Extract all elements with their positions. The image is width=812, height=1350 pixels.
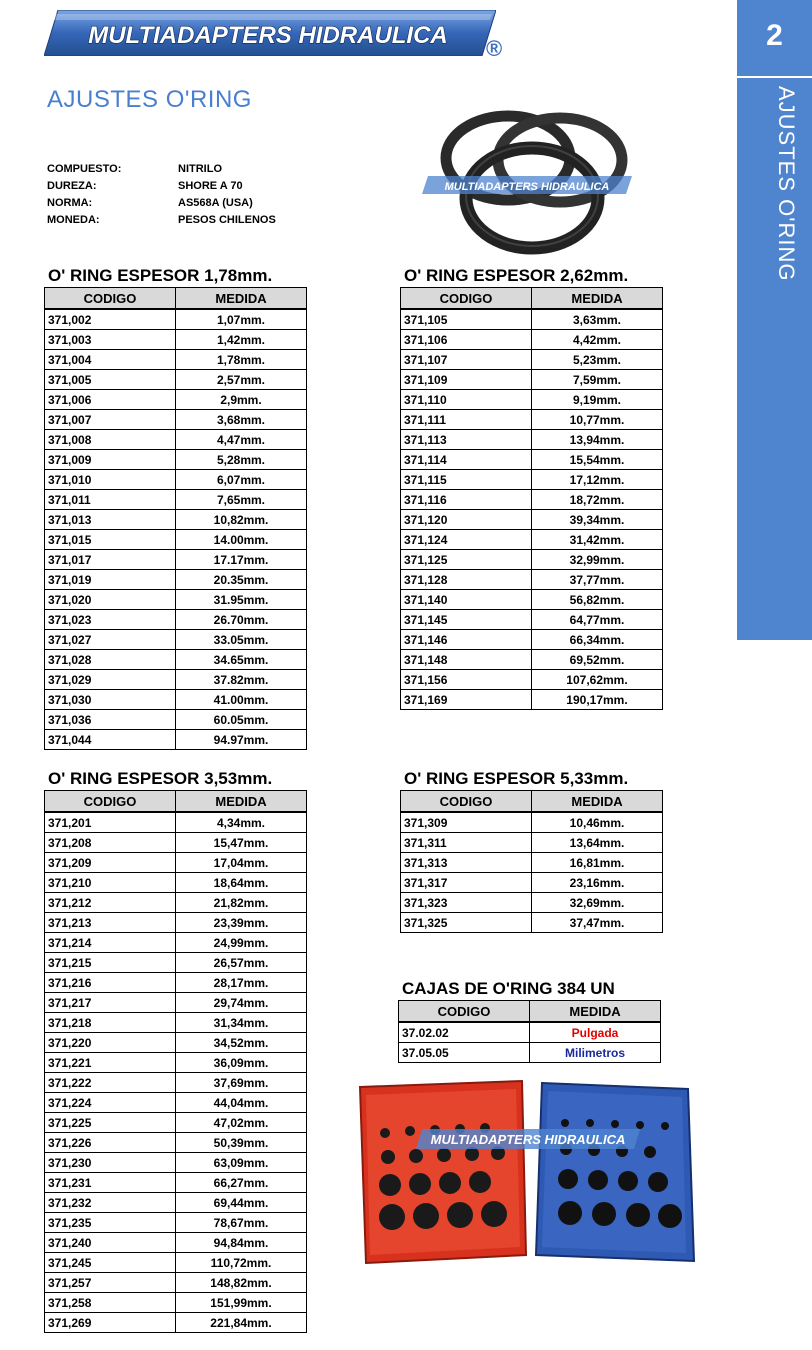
cell-medida: 1,42mm. (176, 330, 307, 350)
cell-medida: 66,27mm. (176, 1173, 307, 1193)
table-row (401, 893, 663, 913)
table-row (401, 550, 663, 570)
cell-medida: 7,65mm. (176, 490, 307, 510)
table-row (45, 1093, 307, 1113)
table-row (45, 390, 307, 410)
cell-codigo: 371,044 (45, 730, 176, 750)
table-row (45, 1193, 307, 1213)
header-codigo: CODIGO (401, 791, 532, 813)
cell-codigo: 37.05.05 (399, 1043, 530, 1063)
cell-medida: 60.05mm. (176, 710, 307, 730)
table-row (45, 1053, 307, 1073)
registered-mark: ® (486, 36, 503, 61)
cell-medida: 110,72mm. (176, 1253, 307, 1273)
cell-codigo: 371,232 (45, 1193, 176, 1213)
cell-codigo: 371,003 (45, 330, 176, 350)
cell-codigo: 371,020 (45, 590, 176, 610)
header-codigo: CODIGO (401, 288, 532, 310)
table-row (401, 812, 663, 833)
spec-key: NORMA: (47, 197, 93, 209)
table-row (401, 610, 663, 630)
cell-medida: 32,69mm. (532, 893, 663, 913)
section-title-262: O' RING ESPESOR 2,62mm. (404, 266, 629, 285)
cell-medida: Milimetros (530, 1043, 661, 1063)
cell-codigo: 371,111 (401, 410, 532, 430)
cell-medida: 44,04mm. (176, 1093, 307, 1113)
logo-text: MULTIADAPTERS HIDRAULICA (88, 22, 448, 49)
table-row (401, 410, 663, 430)
table-row (401, 490, 663, 510)
cell-medida: 148,82mm. (176, 1273, 307, 1293)
cell-codigo: 371,029 (45, 670, 176, 690)
cell-medida: 63,09mm. (176, 1153, 307, 1173)
cell-medida: 2,57mm. (176, 370, 307, 390)
cell-medida: 34.65mm. (176, 650, 307, 670)
table-row (401, 390, 663, 410)
spec-row (47, 163, 276, 180)
cell-codigo: 371,120 (401, 510, 532, 530)
table-row (401, 833, 663, 853)
header-medida: MEDIDA (532, 288, 663, 310)
cell-codigo: 371,004 (45, 350, 176, 370)
cell-codigo: 371,313 (401, 853, 532, 873)
cell-medida: 6,07mm. (176, 470, 307, 490)
cell-medida: 31.95mm. (176, 590, 307, 610)
cell-codigo: 371,148 (401, 650, 532, 670)
cell-medida: 3,68mm. (176, 410, 307, 430)
cell-codigo: 371,030 (45, 690, 176, 710)
spec-row (47, 180, 276, 197)
o-ring-photo (420, 100, 650, 260)
table-row (45, 853, 307, 873)
table-header-row (399, 1001, 661, 1023)
cell-medida: 37.82mm. (176, 670, 307, 690)
cell-codigo: 371,325 (401, 913, 532, 933)
cell-codigo: 371,214 (45, 933, 176, 953)
cell-medida: 26.70mm. (176, 610, 307, 630)
cell-medida: 23,39mm. (176, 913, 307, 933)
table-row (45, 450, 307, 470)
table-row (45, 1273, 307, 1293)
cell-codigo: 371,156 (401, 670, 532, 690)
table-353 (44, 790, 307, 1333)
table-row (45, 570, 307, 590)
table-row (45, 309, 307, 330)
cell-codigo: 371,216 (45, 973, 176, 993)
spec-value: NITRILO (178, 163, 222, 175)
cell-medida: 190,17mm. (532, 690, 663, 710)
cell-medida: Pulgada (530, 1022, 661, 1043)
page-number: 2 (737, 0, 812, 76)
cell-medida: 17,04mm. (176, 853, 307, 873)
table-row (45, 1173, 307, 1193)
side-label: AJUSTES O'RING (774, 86, 799, 282)
section-title-353: O' RING ESPESOR 3,53mm. (48, 769, 273, 788)
table-header-row (401, 791, 663, 813)
cell-codigo: 371,011 (45, 490, 176, 510)
cell-medida: 151,99mm. (176, 1293, 307, 1313)
cell-codigo: 371,125 (401, 550, 532, 570)
cell-medida: 37,77mm. (532, 570, 663, 590)
cell-codigo: 371,015 (45, 530, 176, 550)
cell-medida: 18,72mm. (532, 490, 663, 510)
table-row (45, 1313, 307, 1333)
cell-codigo: 371,009 (45, 450, 176, 470)
cell-codigo: 371,240 (45, 1233, 176, 1253)
cell-codigo: 371,106 (401, 330, 532, 350)
cell-medida: 28,17mm. (176, 973, 307, 993)
table-row (45, 710, 307, 730)
cell-codigo: 371,010 (45, 470, 176, 490)
cell-medida: 15,47mm. (176, 833, 307, 853)
cell-codigo: 371,269 (45, 1313, 176, 1333)
cell-medida: 37,47mm. (532, 913, 663, 933)
cell-medida: 221,84mm. (176, 1313, 307, 1333)
specs-list (47, 163, 276, 231)
table-row (45, 410, 307, 430)
spec-key: COMPUESTO: (47, 163, 122, 175)
table-row (45, 610, 307, 630)
cell-medida: 17.17mm. (176, 550, 307, 570)
cell-codigo: 371,002 (45, 309, 176, 330)
cell-medida: 94.97mm. (176, 730, 307, 750)
table-row (45, 690, 307, 710)
cell-medida: 78,67mm. (176, 1213, 307, 1233)
table-row (401, 530, 663, 550)
table-row (45, 953, 307, 973)
header-medida: MEDIDA (176, 288, 307, 310)
table-row (45, 1253, 307, 1273)
cell-codigo: 371,008 (45, 430, 176, 450)
table-row (45, 670, 307, 690)
section-title-cajas: CAJAS DE O'RING 384 UN (402, 979, 615, 998)
side-tab (737, 0, 812, 640)
cell-codigo: 371,209 (45, 853, 176, 873)
cell-codigo: 371,115 (401, 470, 532, 490)
cell-codigo: 371,231 (45, 1173, 176, 1193)
table-row (45, 1013, 307, 1033)
table-row (399, 1022, 661, 1043)
table-row (45, 833, 307, 853)
table-row (45, 873, 307, 893)
cell-codigo: 371,114 (401, 450, 532, 470)
table-row (401, 873, 663, 893)
o-ring-kit-photo (350, 1075, 705, 1275)
table-row (45, 1153, 307, 1173)
cell-medida: 64,77mm. (532, 610, 663, 630)
table-row (45, 1233, 307, 1253)
table-row (45, 1293, 307, 1313)
cell-medida: 10,77mm. (532, 410, 663, 430)
cell-codigo: 371,258 (45, 1293, 176, 1313)
cell-medida: 4,34mm. (176, 812, 307, 833)
cell-medida: 17,12mm. (532, 470, 663, 490)
cell-medida: 20.35mm. (176, 570, 307, 590)
side-divider (737, 76, 812, 78)
cell-codigo: 371,210 (45, 873, 176, 893)
table-row (45, 590, 307, 610)
cell-medida: 13,64mm. (532, 833, 663, 853)
table-row (45, 490, 307, 510)
table-row (401, 309, 663, 330)
spec-value: PESOS CHILENOS (178, 214, 276, 226)
cell-codigo: 371,309 (401, 812, 532, 833)
brand-logo (44, 10, 496, 56)
cell-medida: 15,54mm. (532, 450, 663, 470)
cell-medida: 39,34mm. (532, 510, 663, 530)
table-row (401, 590, 663, 610)
cell-codigo: 371,235 (45, 1213, 176, 1233)
spec-value: SHORE A 70 (178, 180, 243, 192)
table-row (401, 670, 663, 690)
cell-codigo: 371,017 (45, 550, 176, 570)
cell-medida: 9,19mm. (532, 390, 663, 410)
cell-medida: 33.05mm. (176, 630, 307, 650)
table-row (45, 893, 307, 913)
cell-codigo: 371,124 (401, 530, 532, 550)
cell-codigo: 371,145 (401, 610, 532, 630)
cell-codigo: 371,317 (401, 873, 532, 893)
cell-codigo: 371,311 (401, 833, 532, 853)
table-262 (400, 287, 663, 710)
table-row (45, 730, 307, 750)
cell-medida: 5,23mm. (532, 350, 663, 370)
cell-medida: 69,44mm. (176, 1193, 307, 1213)
table-row (45, 550, 307, 570)
cell-codigo: 371,217 (45, 993, 176, 1013)
cell-codigo: 371,257 (45, 1273, 176, 1293)
cell-codigo: 371,019 (45, 570, 176, 590)
cell-codigo: 371,212 (45, 893, 176, 913)
table-row (45, 993, 307, 1013)
header-codigo: CODIGO (399, 1001, 530, 1023)
table-row (45, 470, 307, 490)
spec-row (47, 197, 276, 214)
table-row (401, 510, 663, 530)
cell-codigo: 371,105 (401, 309, 532, 330)
cell-medida: 31,42mm. (532, 530, 663, 550)
cell-codigo: 371,245 (45, 1253, 176, 1273)
table-row (401, 690, 663, 710)
cell-codigo: 371,146 (401, 630, 532, 650)
table-row (45, 1073, 307, 1093)
table-row (45, 973, 307, 993)
cell-medida: 21,82mm. (176, 893, 307, 913)
table-row (45, 530, 307, 550)
cell-medida: 37,69mm. (176, 1073, 307, 1093)
cell-codigo: 371,213 (45, 913, 176, 933)
cell-codigo: 371,224 (45, 1093, 176, 1113)
table-row (45, 812, 307, 833)
cell-medida: 41.00mm. (176, 690, 307, 710)
table-row (401, 370, 663, 390)
cell-medida: 94,84mm. (176, 1233, 307, 1253)
table-row (45, 370, 307, 390)
cell-codigo: 371,113 (401, 430, 532, 450)
table-533 (400, 790, 663, 933)
cell-medida: 10,82mm. (176, 510, 307, 530)
table-row (401, 853, 663, 873)
cell-codigo: 371,005 (45, 370, 176, 390)
spec-key: MONEDA: (47, 214, 100, 226)
table-cajas (398, 1000, 661, 1063)
cell-medida: 14.00mm. (176, 530, 307, 550)
cell-medida: 7,59mm. (532, 370, 663, 390)
cell-codigo: 371,036 (45, 710, 176, 730)
cell-codigo: 371,006 (45, 390, 176, 410)
table-row (401, 330, 663, 350)
table-row (45, 630, 307, 650)
cell-medida: 50,39mm. (176, 1133, 307, 1153)
table-row (401, 350, 663, 370)
cell-codigo: 371,169 (401, 690, 532, 710)
cell-codigo: 371,110 (401, 390, 532, 410)
cell-codigo: 371,109 (401, 370, 532, 390)
cell-codigo: 371,220 (45, 1033, 176, 1053)
header-medida: MEDIDA (530, 1001, 661, 1023)
cell-codigo: 371,208 (45, 833, 176, 853)
cell-codigo: 371,226 (45, 1133, 176, 1153)
cell-codigo: 371,107 (401, 350, 532, 370)
cell-codigo: 371,215 (45, 953, 176, 973)
header-codigo: CODIGO (45, 288, 176, 310)
table-row (45, 913, 307, 933)
cell-medida: 13,94mm. (532, 430, 663, 450)
cell-medida: 47,02mm. (176, 1113, 307, 1133)
cell-codigo: 371,013 (45, 510, 176, 530)
cell-medida: 1,07mm. (176, 309, 307, 330)
table-row (401, 570, 663, 590)
section-title-533: O' RING ESPESOR 5,33mm. (404, 769, 629, 788)
cell-codigo: 371,221 (45, 1053, 176, 1073)
cell-codigo: 371,027 (45, 630, 176, 650)
cell-medida: 56,82mm. (532, 590, 663, 610)
cell-codigo: 371,116 (401, 490, 532, 510)
table-row (401, 650, 663, 670)
table-row (45, 933, 307, 953)
cell-medida: 10,46mm. (532, 812, 663, 833)
table-row (45, 650, 307, 670)
cell-codigo: 371,323 (401, 893, 532, 913)
kit-watermark: MULTIADAPTERS HIDRAULICA (430, 1132, 626, 1147)
table-row (45, 1113, 307, 1133)
cell-medida: 4,47mm. (176, 430, 307, 450)
table-header-row (401, 288, 663, 310)
header-medida: MEDIDA (176, 791, 307, 813)
ring-watermark: MULTIADAPTERS HIDRAULICA (444, 181, 610, 193)
table-row (45, 510, 307, 530)
page-title: AJUSTES O'RING (47, 86, 252, 113)
cell-medida: 3,63mm. (532, 309, 663, 330)
cell-medida: 5,28mm. (176, 450, 307, 470)
table-row (401, 913, 663, 933)
spec-value: AS568A (USA) (178, 197, 253, 209)
table-178 (44, 287, 307, 750)
table-header-row (45, 288, 307, 310)
header-codigo: CODIGO (45, 791, 176, 813)
table-row (45, 350, 307, 370)
cell-medida: 2,9mm. (176, 390, 307, 410)
table-row (45, 430, 307, 450)
cell-codigo: 371,225 (45, 1113, 176, 1133)
spec-row (47, 214, 276, 231)
cell-medida: 29,74mm. (176, 993, 307, 1013)
table-row (45, 330, 307, 350)
cell-medida: 66,34mm. (532, 630, 663, 650)
cell-medida: 23,16mm. (532, 873, 663, 893)
table-row (45, 1033, 307, 1053)
table-row (45, 1213, 307, 1233)
header-medida: MEDIDA (532, 791, 663, 813)
cell-medida: 32,99mm. (532, 550, 663, 570)
table-row (399, 1043, 661, 1063)
cell-medida: 18,64mm. (176, 873, 307, 893)
cell-medida: 4,42mm. (532, 330, 663, 350)
cell-medida: 16,81mm. (532, 853, 663, 873)
cell-medida: 34,52mm. (176, 1033, 307, 1053)
spec-key: DUREZA: (47, 180, 97, 192)
table-row (45, 1133, 307, 1153)
cell-codigo: 371,201 (45, 812, 176, 833)
cell-codigo: 371,007 (45, 410, 176, 430)
cell-medida: 24,99mm. (176, 933, 307, 953)
cell-codigo: 371,230 (45, 1153, 176, 1173)
cell-codigo: 371,222 (45, 1073, 176, 1093)
cell-medida: 36,09mm. (176, 1053, 307, 1073)
cell-codigo: 37.02.02 (399, 1022, 530, 1043)
cell-medida: 107,62mm. (532, 670, 663, 690)
cell-codigo: 371,023 (45, 610, 176, 630)
cell-medida: 26,57mm. (176, 953, 307, 973)
cell-codigo: 371,218 (45, 1013, 176, 1033)
table-row (401, 470, 663, 490)
table-row (401, 430, 663, 450)
cell-medida: 69,52mm. (532, 650, 663, 670)
table-row (401, 450, 663, 470)
cell-codigo: 371,140 (401, 590, 532, 610)
table-header-row (45, 791, 307, 813)
cell-codigo: 371,128 (401, 570, 532, 590)
cell-medida: 31,34mm. (176, 1013, 307, 1033)
table-row (401, 630, 663, 650)
cell-medida: 1,78mm. (176, 350, 307, 370)
cell-codigo: 371,028 (45, 650, 176, 670)
section-title-178: O' RING ESPESOR 1,78mm. (48, 266, 273, 285)
